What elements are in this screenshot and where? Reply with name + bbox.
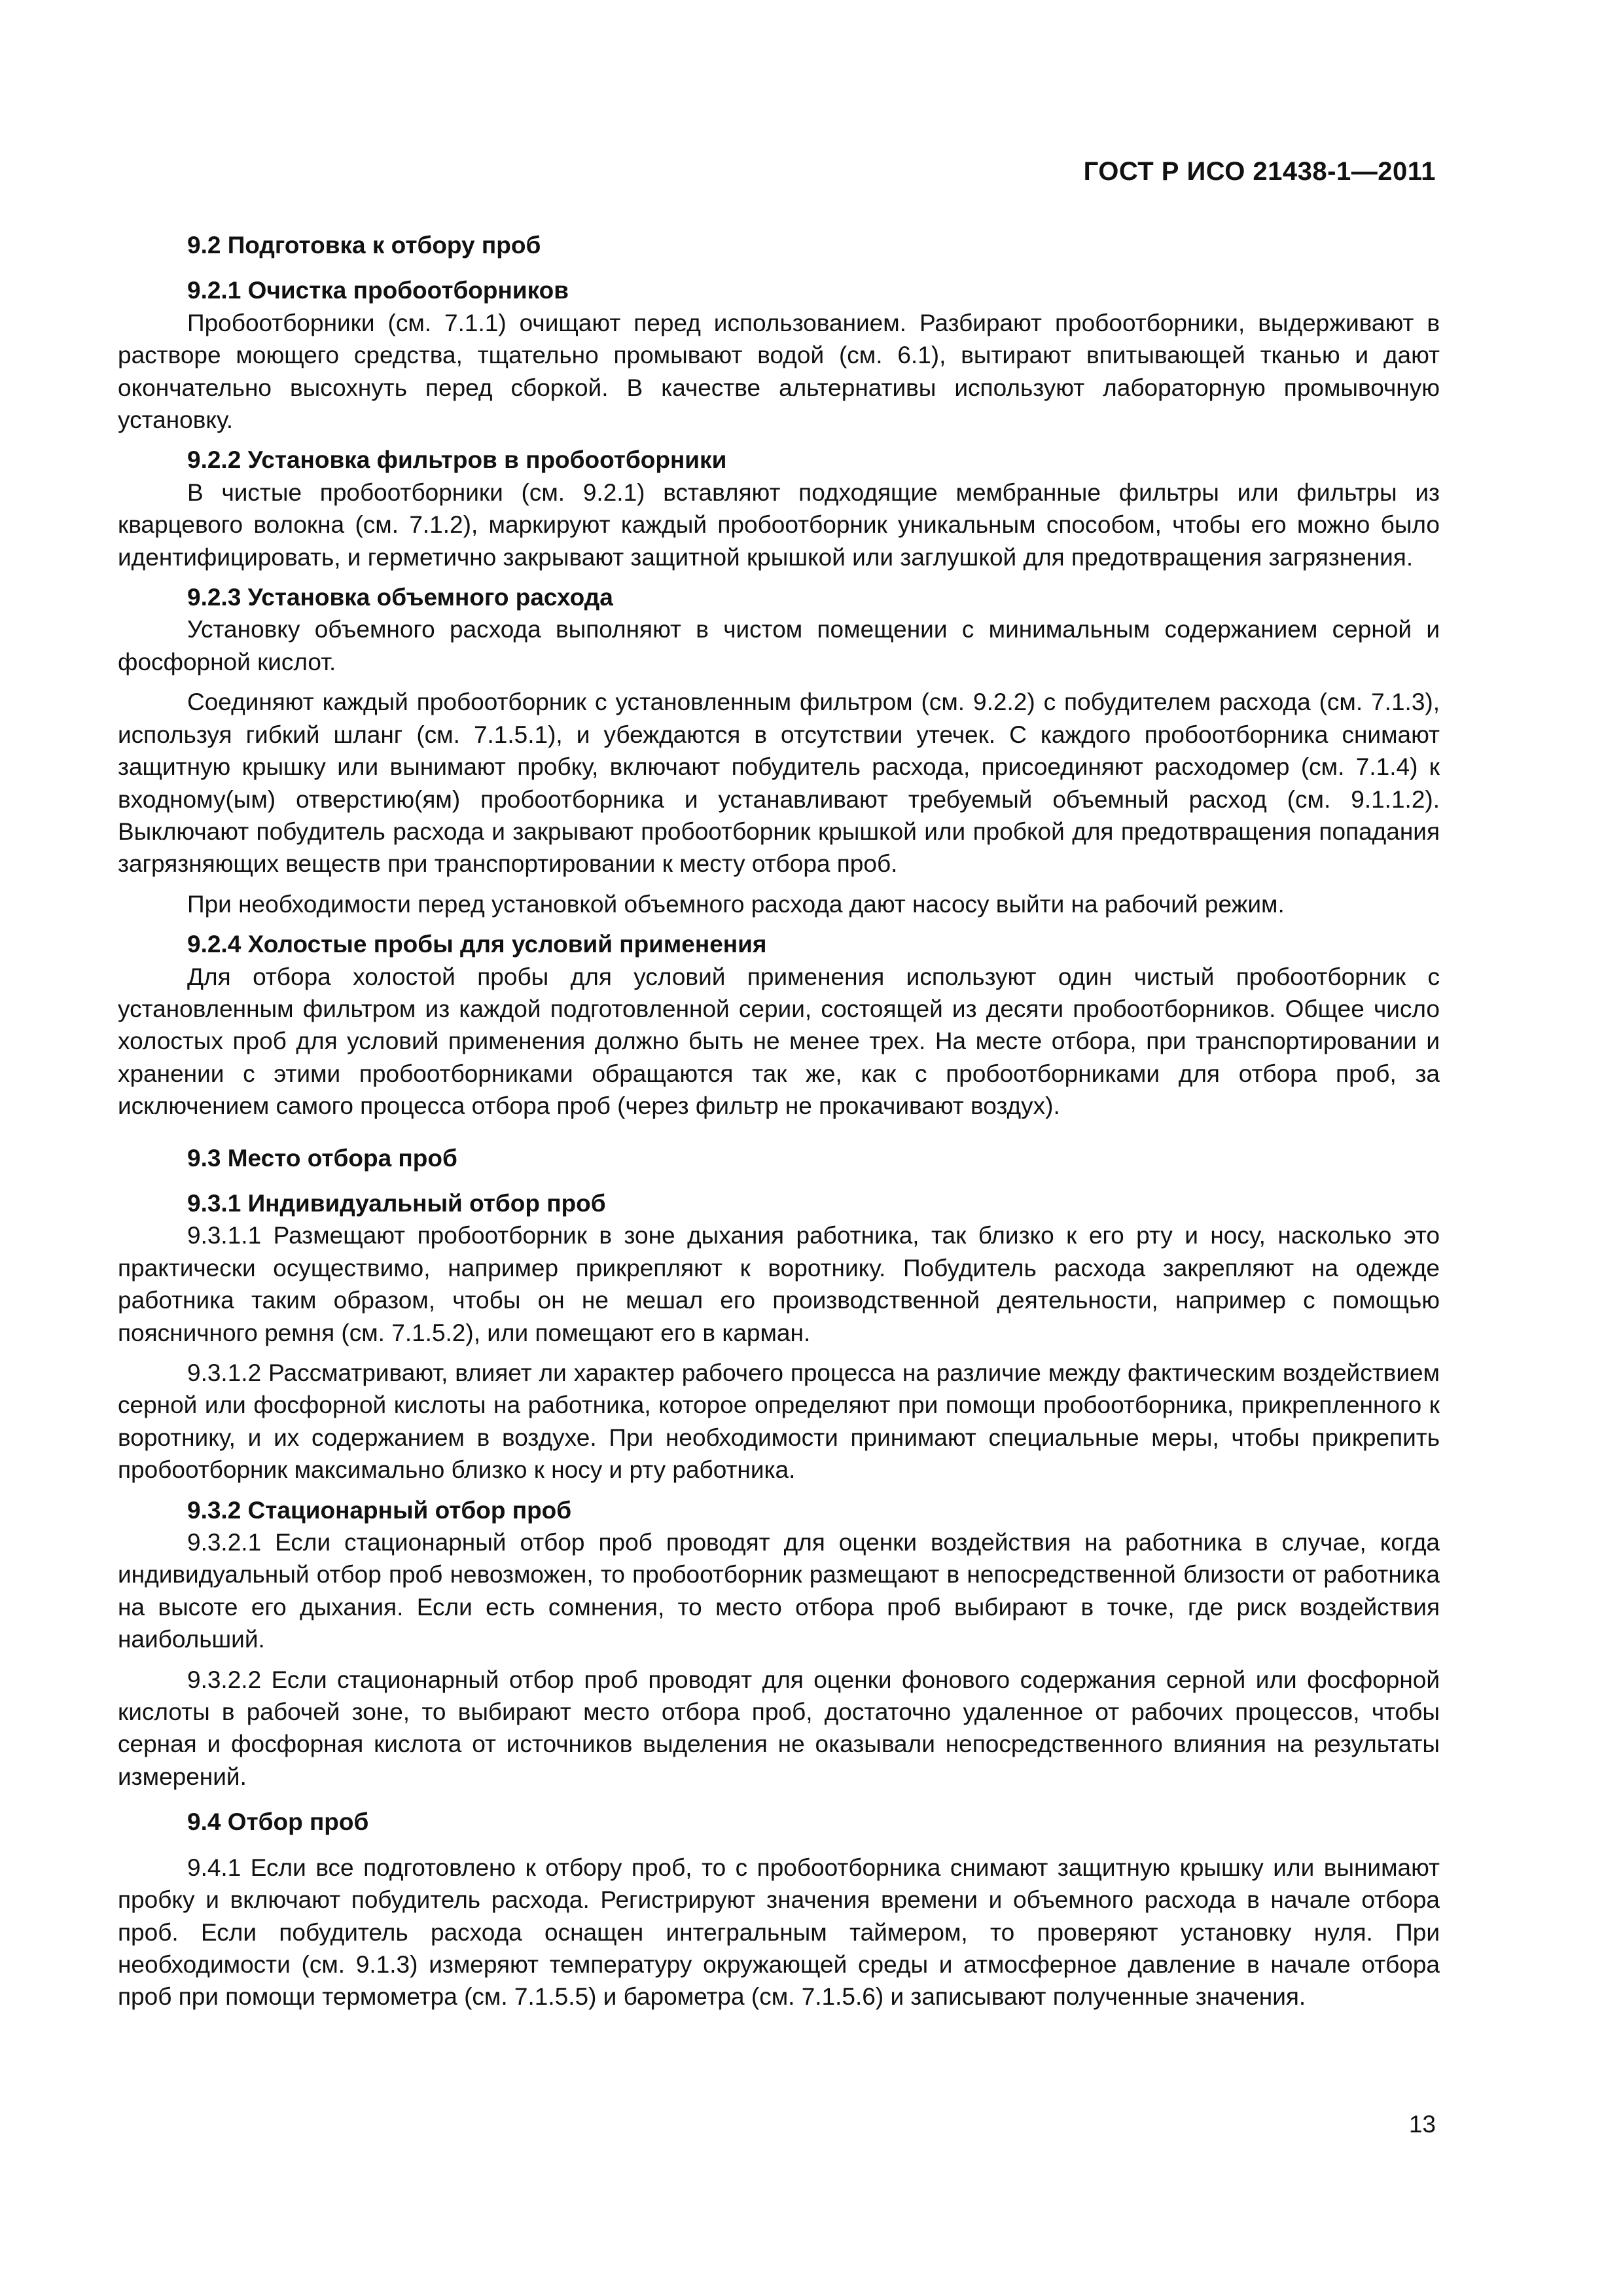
paragraph: 9.3.1.2 Рассматривают, влияет ли характер рабочего процесса на различие между фактическим воздействием серной или фосфорной кислоты на работника, которое определяют при помощи пробоотборника, прикрепленного к воротнику, и их содержанием в воздухе. При необходимости принимают специальные меры, чтобы прикрепить пробоотборник максимально близко к носу и рту работника. [118, 1359, 1440, 1484]
paragraph: 9.3.2.2 Если стационарный отбор проб проводят для оценки фонового содержания серной или фосфорной кислоты в рабочей зоне, то выбирают место отбора проб, достаточно удаленное от рабочих процессов, чтобы серная и фосфорная кислота от источников выделения не оказывали непосредственного влияния на результаты измерений. [118, 1666, 1440, 1790]
paragraph: Соединяют каждый пробоотборник с установленным фильтром (см. 9.2.2) с побудителем расхода (см. 7.1.3), используя гибкий шланг (см. 7.1.5.1), и убеждаются в отсутствии утечек. С каждого пробоотборника снимают защитную крышку или вынимают пробку, включают побудитель расхода, присоединяют расходомер (см. 7.1.4) к входному(ым) отверстию(ям) пробоотборника и устанавливают требуемый объемный расход (см. 9.1.1.2). Выключают побудитель расхода и закрывают пробоотборник крышкой или пробкой для предотвращения попадания загрязняющих веществ при транспортировании к месту отбора проб. [118, 689, 1440, 878]
paragraph: Пробоотборники (см. 7.1.1) очищают перед использованием. Разбирают пробоотборники, выдерживают в растворе моющего средства, тщательно промывают водой (см. 6.1), вытирают впитывающей тканью и дают окончательно высохнуть перед сборкой. В качестве альтернативы используют лабораторную промывочную установку. [118, 309, 1440, 434]
subsection-heading: 9.2.1 Очистка пробоотборников [187, 277, 569, 304]
paragraph: Для отбора холостой пробы для условий применения используют один чистый пробоотборник с установленным фильтром из каждой подготовленной серии, состоящей из десяти пробоотборников. Общее число холостых проб для условий применения должно быть не менее трех. На месте отбора, при транспортировании и хранении с этими пробоотборниками обращаются так же, как с пробоотборниками для отбора проб, за исключением самого процесса отбора проб (через фильтр не прокачивают воздух). [118, 963, 1440, 1120]
section-heading: 9.3 Место отбора проб [187, 1144, 457, 1172]
page-number: 13 [1408, 2111, 1436, 2138]
subsection-heading: 9.3.2 Стационарный отбор проб [187, 1496, 572, 1524]
subsection-heading: 9.3.1 Индивидуальный отбор проб [187, 1189, 606, 1217]
section-heading: 9.4 Отбор проб [187, 1808, 369, 1836]
paragraph: 9.3.1.1 Размещают пробоотборник в зоне дыхания работника, так близко к его рту и носу, насколько это практически осуществимо, например прикрепляют к воротнику. Побудитель расхода закрепляют на одежде работника таким образом, чтобы он не мешал его производственной деятельности, например с помощью поясничного ремня (см. 7.1.5.2), или помещают его в карман. [118, 1222, 1440, 1346]
paragraph: 9.4.1 Если все подготовлено к отбору проб, то с пробоотборника снимают защитную крышку или вынимают пробку и включают побудитель расхода. Регистрируют значения времени и объемного расхода в начале отбора проб. Если побудитель расхода оснащен интегральным таймером, то проверяют установку нуля. При необходимости (см. 9.1.3) измеряют температуру окружающей среды и атмосферное давление в начале отбора проб при помощи термометра (см. 7.1.5.5) и барометра (см. 7.1.5.6) и записывают полученные значения. [118, 1854, 1440, 2011]
subsection-heading: 9.2.3 Установка объемного расхода [187, 584, 613, 611]
document-body [118, 229, 1440, 2013]
section-heading: 9.2 Подготовка к отбору проб [187, 232, 541, 259]
standard-header: ГОСТ Р ИСО 21438-1—2011 [1083, 157, 1436, 186]
paragraph: При необходимости перед установкой объемного расхода дают насосу выйти на рабочий режим. [187, 890, 1285, 918]
paragraph: 9.3.2.1 Если стационарный отбор проб проводят для оценки воздействия на работника в случае, когда индивидуальный отбор проб невозможен, то пробоотборник размещают в непосредственной близости от работника на высоте его дыхания. Если есть сомнения, то место отбора проб выбирают в точке, где риск воздействия наибольший. [118, 1529, 1440, 1653]
paragraph: Установку объемного расхода выполняют в чистом помещении с минимальным содержанием серной и фосфорной кислот. [118, 616, 1440, 675]
paragraph: В чистые пробоотборники (см. 9.2.1) вставляют подходящие мембранные фильтры или фильтры из кварцевого волокна (см. 7.1.2), маркируют каждый пробоотборник уникальным способом, чтобы его можно было идентифицировать, и герметично закрывают защитной крышкой или заглушкой для предотвращения загрязнения. [118, 478, 1440, 571]
subsection-heading: 9.2.2 Установка фильтров в пробоотборники [187, 446, 727, 474]
subsection-heading: 9.2.4 Холостые пробы для условий применения [187, 931, 767, 958]
